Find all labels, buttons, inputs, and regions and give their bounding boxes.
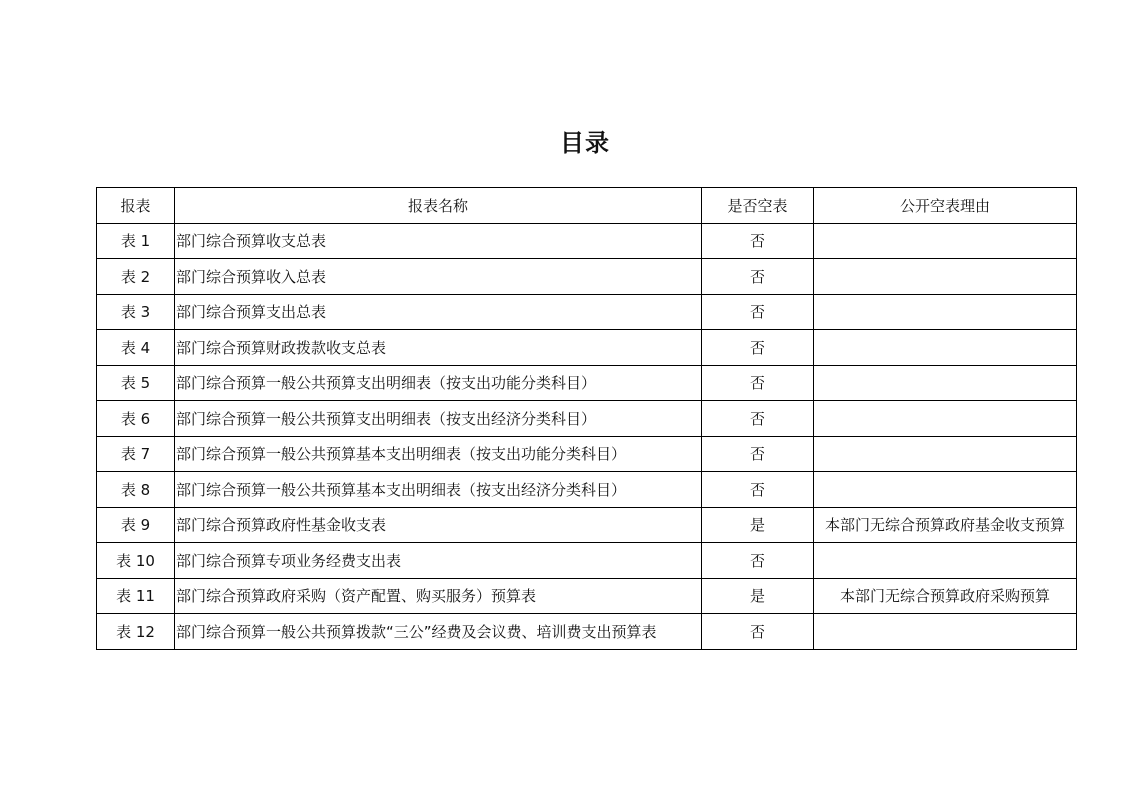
is-empty-cell: 否	[702, 614, 814, 650]
report-no-cell: 表 7	[97, 436, 175, 472]
report-name-cell: 部门综合预算一般公共预算基本支出明细表（按支出功能分类科目）	[175, 436, 702, 472]
empty-reason-cell	[814, 543, 1077, 579]
report-no-cell: 表 12	[97, 614, 175, 650]
empty-reason-cell	[814, 365, 1077, 401]
is-empty-cell: 否	[702, 436, 814, 472]
table-header-row	[97, 188, 1077, 224]
table-row	[97, 294, 1077, 330]
report-no-cell: 表 8	[97, 472, 175, 508]
is-empty-cell: 否	[702, 223, 814, 259]
report-no-cell: 表 2	[97, 259, 175, 295]
report-no-cell: 表 3	[97, 294, 175, 330]
header-report-no: 报表	[97, 188, 175, 224]
report-no-cell: 表 1	[97, 223, 175, 259]
table-row	[97, 614, 1077, 650]
table-row	[97, 472, 1077, 508]
report-no-cell: 表 10	[97, 543, 175, 579]
empty-reason-cell	[814, 294, 1077, 330]
table-row	[97, 223, 1077, 259]
header-is-empty: 是否空表	[702, 188, 814, 224]
report-name-cell: 部门综合预算支出总表	[175, 294, 702, 330]
report-name-cell: 部门综合预算一般公共预算支出明细表（按支出经济分类科目）	[175, 401, 702, 437]
is-empty-cell: 否	[702, 259, 814, 295]
is-empty-cell: 是	[702, 507, 814, 543]
report-no-cell: 表 9	[97, 507, 175, 543]
empty-reason-cell	[814, 259, 1077, 295]
table-row	[97, 330, 1077, 366]
table-row	[97, 259, 1077, 295]
report-name-cell: 部门综合预算政府性基金收支表	[175, 507, 702, 543]
report-name-cell: 部门综合预算一般公共预算基本支出明细表（按支出经济分类科目）	[175, 472, 702, 508]
is-empty-cell: 否	[702, 294, 814, 330]
report-name-cell: 部门综合预算专项业务经费支出表	[175, 543, 702, 579]
table-row	[97, 507, 1077, 543]
is-empty-cell: 否	[702, 401, 814, 437]
empty-reason-cell: 本部门无综合预算政府基金收支预算	[814, 507, 1077, 543]
report-name-cell: 部门综合预算财政拨款收支总表	[175, 330, 702, 366]
is-empty-cell: 是	[702, 578, 814, 614]
report-no-cell: 表 5	[97, 365, 175, 401]
report-no-cell: 表 11	[97, 578, 175, 614]
report-name-cell: 部门综合预算收支总表	[175, 223, 702, 259]
empty-reason-cell	[814, 330, 1077, 366]
empty-reason-cell	[814, 472, 1077, 508]
report-name-cell: 部门综合预算收入总表	[175, 259, 702, 295]
empty-reason-cell	[814, 436, 1077, 472]
table-row	[97, 365, 1077, 401]
empty-reason-cell	[814, 401, 1077, 437]
empty-reason-cell	[814, 223, 1077, 259]
catalog-table	[96, 187, 1077, 650]
table-row	[97, 543, 1077, 579]
is-empty-cell: 否	[702, 543, 814, 579]
is-empty-cell: 否	[702, 365, 814, 401]
table-row	[97, 401, 1077, 437]
table-row	[97, 578, 1077, 614]
page-title: 目录	[560, 128, 610, 157]
empty-reason-cell	[814, 614, 1077, 650]
is-empty-cell: 否	[702, 330, 814, 366]
report-name-cell: 部门综合预算一般公共预算支出明细表（按支出功能分类科目）	[175, 365, 702, 401]
header-report-name: 报表名称	[175, 188, 702, 224]
is-empty-cell: 否	[702, 472, 814, 508]
empty-reason-cell: 本部门无综合预算政府采购预算	[814, 578, 1077, 614]
report-no-cell: 表 6	[97, 401, 175, 437]
report-no-cell: 表 4	[97, 330, 175, 366]
report-name-cell: 部门综合预算一般公共预算拨款“三公”经费及会议费、培训费支出预算表	[175, 614, 702, 650]
table-row	[97, 436, 1077, 472]
header-empty-reason: 公开空表理由	[814, 188, 1077, 224]
report-name-cell: 部门综合预算政府采购（资产配置、购买服务）预算表	[175, 578, 702, 614]
